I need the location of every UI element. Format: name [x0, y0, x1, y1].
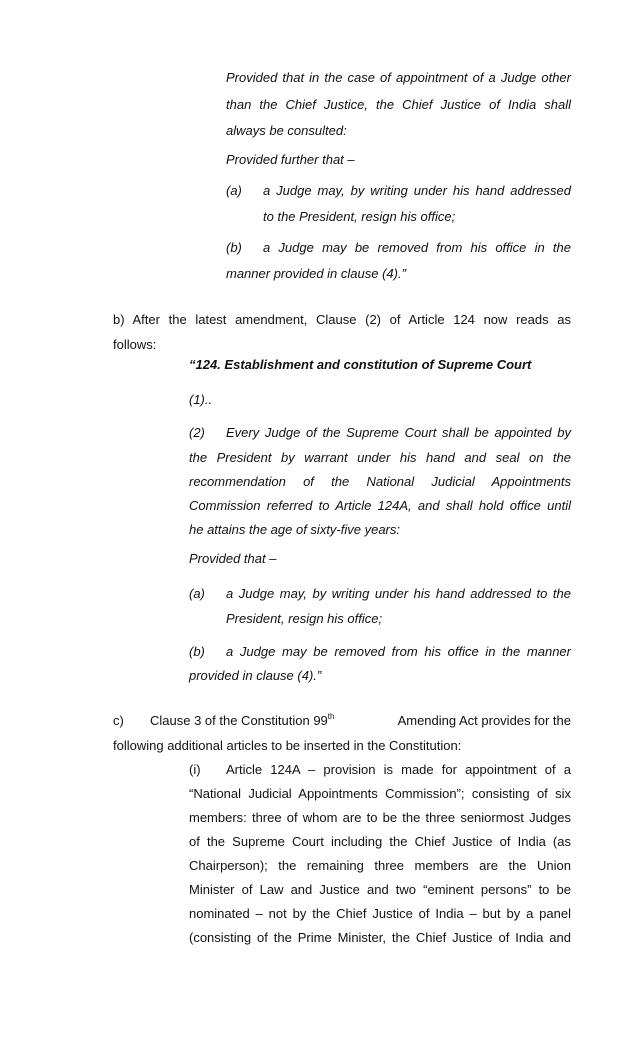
article-124-proviso-b-line-1: a Judge may be removed from his office in the manner — [226, 644, 571, 659]
section-a-line-2: than the Chief Justice, the Chief Justice of India shall — [226, 97, 571, 112]
article-124-clause-2-line-5: he attains the age of sixty-five years: — [189, 522, 400, 537]
article-124a-line-1: Article 124A – provision is made for appointment of a — [226, 762, 571, 777]
article-124-proviso-b-marker: (b) — [189, 644, 205, 659]
section-a-clause-a-marker: (a) — [226, 183, 242, 198]
article-124a-marker: (i) — [189, 762, 201, 777]
article-124a-line-4: of the Supreme Court including the Chief Justice of India (as — [189, 834, 571, 849]
section-c-line-1 — [150, 713, 571, 729]
section-c-line-1-suffix: Amending Act provides for the — [397, 713, 571, 728]
article-124a-line-6: Minister of Law and Justice and two “eminent persons” to be — [189, 882, 571, 897]
section-a-line-3: always be consulted: — [226, 123, 347, 138]
article-124-clause-1: (1).. — [189, 392, 213, 407]
article-124-clause-2-line-4: Commission referred to Article 124A, and shall hold office until — [189, 498, 571, 513]
article-124-proviso-a-marker: (a) — [189, 586, 205, 601]
section-a-clause-b-line-2: manner provided in clause (4).” — [226, 266, 406, 281]
article-124-clause-2-line-1: Every Judge of the Supreme Court shall be appointed by — [226, 425, 571, 440]
section-a-clause-b-marker: (b) — [226, 240, 242, 255]
article-124-proviso: Provided that – — [189, 551, 277, 566]
section-c-line-2: following additional articles to be inserted in the Constitution: — [113, 738, 462, 753]
section-c-line-1-prefix: Clause 3 of the Constitution 99th — [150, 711, 335, 728]
ordinal-suffix: th — [327, 711, 335, 721]
section-b-intro-line-2: follows: — [113, 337, 157, 352]
article-124-heading: “124. Establishment and constitution of Supreme Court — [189, 357, 532, 372]
article-124a-line-7: nominated – not by the Chief Justice of India – but by a panel — [189, 906, 571, 921]
article-124-proviso-b-line-2: provided in clause (4).” — [189, 668, 322, 683]
section-a-line-1: Provided that in the case of appointment of a Judge other — [226, 70, 571, 85]
section-a-line-4: Provided further that – — [226, 152, 355, 167]
article-124-clause-2-line-2: the President by warrant under his hand and seal on the — [189, 450, 571, 465]
article-124-clause-2-marker: (2) — [189, 425, 205, 440]
article-124-proviso-a-line-1: a Judge may, by writing under his hand addressed to the — [226, 586, 571, 601]
article-124a-line-2: “National Judicial Appointments Commission”; consisting of six — [189, 786, 571, 801]
section-a-clause-a-line-1: a Judge may, by writing under his hand addressed — [263, 183, 571, 198]
article-124-proviso-a-line-2: President, resign his office; — [226, 611, 383, 626]
article-124a-line-8: (consisting of the Prime Minister, the Chief Justice of India and — [189, 930, 571, 945]
article-124a-line-3: members: three of whom are to be the three seniormost Judges — [189, 810, 571, 825]
article-124a-line-5: Chairperson); the remaining three members are the Union — [189, 858, 571, 873]
section-a-clause-a-line-2: to the President, resign his office; — [263, 209, 456, 224]
section-a-clause-b-line-1: a Judge may be removed from his office in the — [263, 240, 571, 255]
section-b-intro-line-1: b) After the latest amendment, Clause (2) of Article 124 now reads as — [113, 312, 571, 327]
section-c-marker: c) — [113, 713, 124, 728]
article-124-clause-2-line-3: recommendation of the National Judicial Appointments — [189, 474, 571, 489]
